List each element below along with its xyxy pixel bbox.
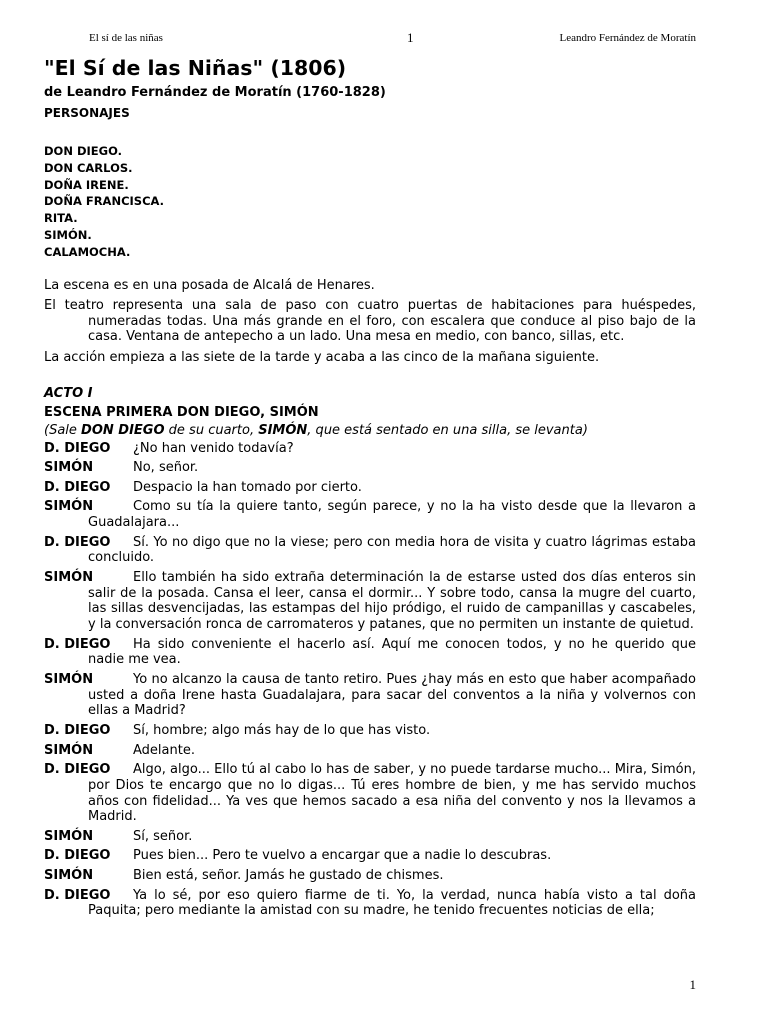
speaker-name: SIMÓN bbox=[44, 499, 94, 515]
speaker-name: SIMÓN bbox=[44, 569, 94, 585]
speaker-name: SIMÓN bbox=[44, 868, 94, 883]
dialogue-line bbox=[44, 460, 696, 476]
dialogue-line bbox=[44, 848, 696, 864]
dialogue-text: Sí, señor. bbox=[133, 828, 193, 844]
dialogue-text: Ya lo sé, por eso quiero fiarme de ti. Yo, la verdad, nunca había visto a tal doña Paquita; pero mediante la amistad con su madre, he tenido frecuentes noticias de ella; bbox=[88, 887, 696, 919]
dialogue-line bbox=[44, 723, 696, 739]
speaker-name: SIMÓN bbox=[44, 742, 94, 758]
stage-direction-close: , que está sentado en una silla, se levanta) bbox=[307, 422, 588, 438]
dialogue-text: Adelante. bbox=[133, 742, 195, 758]
running-header bbox=[89, 30, 696, 48]
speaker-name: D. DIEGO bbox=[44, 534, 111, 550]
speaker-name: D. DIEGO bbox=[44, 722, 111, 738]
dialogue bbox=[44, 441, 696, 919]
document-body bbox=[44, 54, 696, 923]
dialogue-text: Bien está, señor. Jamás he gustado de chismes. bbox=[133, 868, 444, 883]
speaker-name: SIMÓN bbox=[44, 671, 94, 687]
dialogue-text: Ello también ha sido extraña determinación la de estarse usted dos días enteros sin salir de la posada. Cansa el leer, cansa el dormir... Y sobre todo, cansa la mugre del cuarto, las sillas desvencijadas, las estampas del hijo pródigo, el ruido de campanillas y cascabeles, y la conversación ronca de carromateros y patanes, que no permiten un instante de quietud. bbox=[88, 569, 696, 633]
dialogue-line bbox=[44, 672, 696, 719]
header-page-number: 1 bbox=[407, 30, 414, 45]
speaker-name: D. DIEGO bbox=[44, 848, 111, 864]
dialogue-line bbox=[44, 441, 696, 457]
dialogue-text: ¿No han venido todavía? bbox=[133, 440, 294, 456]
character-list bbox=[44, 143, 696, 261]
dialogue-line bbox=[44, 888, 696, 919]
stage-direction-middle: de su cuarto, bbox=[164, 422, 259, 438]
character-item: DOÑA IRENE. bbox=[44, 177, 129, 192]
character-item: SIMÓN. bbox=[44, 227, 92, 242]
dialogue-text: No, señor. bbox=[133, 460, 199, 476]
setting-description: El teatro representa una sala de paso con cuatro puertas de habitaciones para huéspedes, numeradas todas. Una más grande en el foro, con escalera que conduce al piso bajo de la casa. Ventana de antepecho a un lado. Una mesa en medio, con banco, sillas, etc. bbox=[44, 298, 696, 345]
dialogue-text: Despacio la han tomado por cierto. bbox=[133, 479, 362, 495]
speaker-name: D. DIEGO bbox=[44, 440, 111, 456]
document-title: "El Sí de las Niñas" (1806) bbox=[44, 56, 347, 80]
dialogue-text: Ha sido conveniente el hacerlo así. Aquí me conocen todos, y no he querido que nadie me vea. bbox=[88, 636, 696, 668]
setting-location: La escena es en una posada de Alcalá de Henares. bbox=[44, 277, 375, 293]
dialogue-text: Sí. Yo no digo que no la viese; pero con media hora de visita y cuatro lágrimas estaba concluido. bbox=[88, 534, 696, 566]
speaker-name: D. DIEGO bbox=[44, 887, 111, 903]
stage-direction-character: SIMÓN bbox=[258, 422, 308, 438]
speaker-name: SIMÓN bbox=[44, 460, 94, 476]
speaker-name: D. DIEGO bbox=[44, 636, 111, 652]
stage-direction bbox=[44, 422, 696, 440]
character-item: DOÑA FRANCISCA. bbox=[44, 194, 165, 209]
dialogue-line bbox=[44, 499, 696, 530]
speaker-name: D. DIEGO bbox=[44, 479, 111, 495]
speaker-name: SIMÓN bbox=[44, 828, 94, 844]
characters-heading: PERSONAJES bbox=[44, 106, 130, 120]
character-item: DON DIEGO. bbox=[44, 144, 122, 158]
stage-direction-open: (Sale bbox=[44, 422, 82, 438]
dialogue-line bbox=[44, 570, 696, 633]
dialogue-line bbox=[44, 868, 696, 884]
dialogue-text: Algo, algo... Ello tú al cabo lo has de saber, y no puede tardarse mucho... Mira, Simón, por Dios te encargo que no lo digas... Tú eres hombre de bien, y me has servido muchos años con fidelidad... Ya ves que hemos sacado a esa niña del convento y nos la llevamos a Madrid. bbox=[88, 762, 696, 825]
author-byline: de Leandro Fernández de Moratín (1760-1828) bbox=[44, 85, 386, 100]
scene-heading: ESCENA PRIMERA DON DIEGO, SIMÓN bbox=[44, 404, 319, 420]
header-author: Leandro Fernández de Moratín bbox=[559, 32, 696, 44]
dialogue-line bbox=[44, 637, 696, 668]
setting-time: La acción empieza a las siete de la tarde y acaba a las cinco de la mañana siguiente. bbox=[44, 349, 600, 365]
stage-direction-character: DON DIEGO bbox=[81, 422, 165, 438]
dialogue-line bbox=[44, 829, 696, 845]
dialogue-line bbox=[44, 743, 696, 759]
character-item: CALAMOCHA. bbox=[44, 244, 131, 259]
dialogue-line bbox=[44, 535, 696, 566]
dialogue-text: Yo no alcanzo la causa de tanto retiro. Pues ¿hay más en esto que haber acompañado usted a doña Irene hasta Guadalajara, para sacar del conventos a la niña y volvernos con ellas a Madrid? bbox=[88, 671, 696, 719]
character-item: DON CARLOS. bbox=[44, 160, 133, 175]
dialogue-text: Como su tía la quiere tanto, según parece, y no la ha visto desde que la llevaron a Guadalajara... bbox=[88, 499, 696, 531]
dialogue-text: Sí, hombre; algo más hay de lo que has visto. bbox=[133, 722, 431, 738]
dialogue-line bbox=[44, 480, 696, 496]
dialogue-line bbox=[44, 762, 696, 825]
footer-page-number: 1 bbox=[689, 977, 696, 992]
dialogue-text: Pues bien... Pero te vuelvo a encargar que a nadie lo descubras. bbox=[133, 848, 552, 864]
header-work-title: El sí de las niñas bbox=[89, 32, 163, 44]
act-heading: ACTO I bbox=[44, 385, 93, 401]
speaker-name: D. DIEGO bbox=[44, 762, 111, 778]
character-item: RITA. bbox=[44, 211, 78, 226]
